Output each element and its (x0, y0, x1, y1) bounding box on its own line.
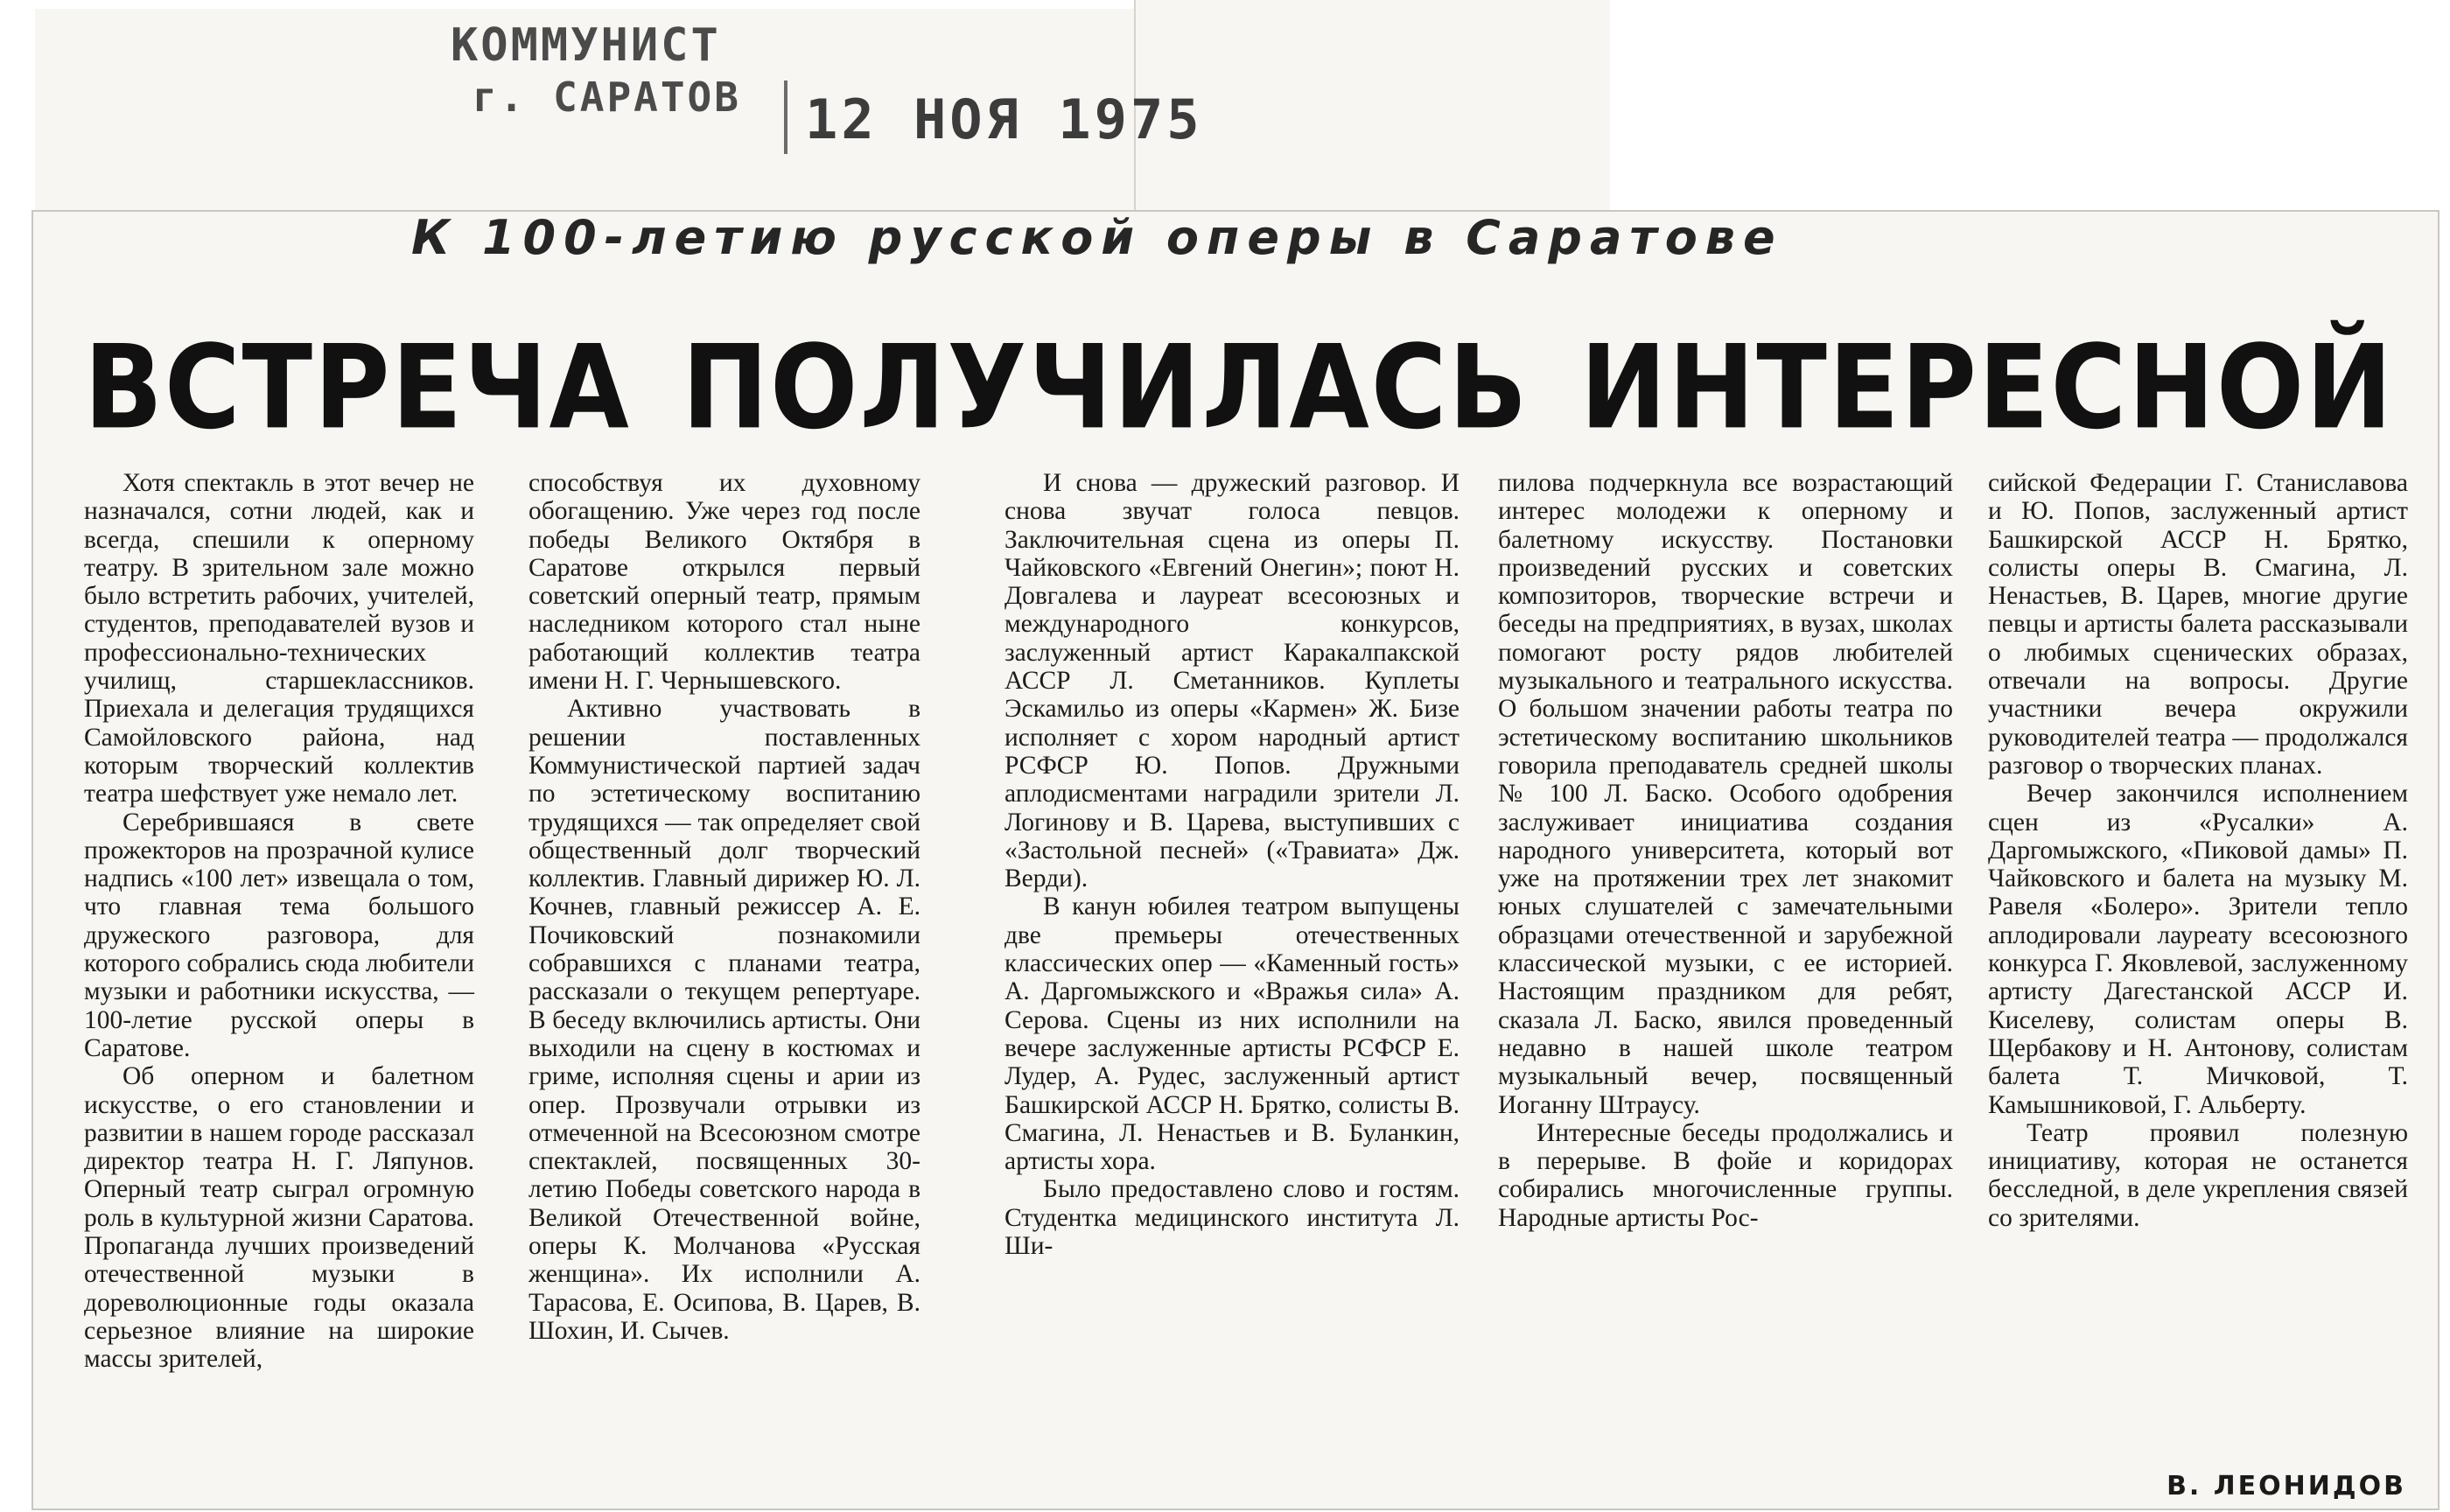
article-body (84, 469, 2408, 1502)
paragraph: Вечер закончился исполнением сцен из «Русалки» А. Даргомыжского, «Пиковой дамы» П. Чайковского и балета на музыку М. Равеля «Болеро». Зрители тепло аплодировали лауреату всесоюзного конкурса Г. Яковлевой, заслуженному артисту Дагестанской АССР И. Киселеву, солистам оперы В. Щербакову и Н. Антонову, солистам балета Т. Мичковой, Т. Камышниковой, Г. Альберту. (1988, 780, 2408, 1119)
paragraph: пилова подчеркнула все возрастающий интерес молодежи к оперному и балетному искусству. Постановки произведений русских и советских композиторов, творческие встречи и беседы на предприятиях, в вузах, школах помогают росту рядов любителей музыкального и театрального искусства. О большом значении работы театра по эстетическому воспитанию школьников говорила преподаватель средней школы № 100 Л. Баско. Особого одобрения заслуживает инициатива создания народного университета, который вот уже на протяжении трех лет знакомит юных слушателей с замечательными образцами отечественной и зарубежной классической музыки, с ее историей. Настоящим праздником для ребят, сказала Л. Баско, явился проведенный недавно в нашей школе театром музыкальный вечер, посвященный Иоганну Штраусу. (1498, 469, 1953, 1119)
headline: ВСТРЕЧА ПОЛУЧИЛАСЬ ИНТЕРЕСНОЙ (84, 319, 2394, 455)
article-column-3 (1004, 469, 1460, 1260)
stamp-date: 12 НОЯ 1975 (805, 88, 1203, 151)
paragraph: Было предоставлено слово и гостям. Студентка медицинского института Л. Ши- (1004, 1175, 1460, 1261)
paragraph: Хотя спектакль в этот вечер не назначался, сотни людей, как и всегда, спешили к оперному театру. В зрительном зале можно было встретить рабочих, учителей, студентов, преподавателей вузов и профессионально-технических училищ, старшеклассников. Приехала и делегация трудящихся Самойловского района, над которым творческий коллектив театра шефствует уже немало лет. (84, 469, 474, 808)
author-signature: В. ЛЕОНИДОВ (2166, 1471, 2406, 1502)
paragraph: И снова — дружеский разговор. И снова звучат голоса певцов. Заключительная сцена из оперы П. Чайковского «Евгений Онегин»; поют Н. Довгалева и лауреат всесоюзных и международного конкурсов, заслуженный артист Каракалпакской АССР Л. Сметанников. Куплеты Эскамильо из оперы «Кармен» Ж. Бизе исполняет с хором народный артист РСФСР Ю. Попов. Дружными аплодисментами наградили зрители Л. Логинову и В. Царева, выступивших с «Застольной песней» («Травиата» Дж. Верди). (1004, 469, 1460, 893)
paragraph: сийской Федерации Г. Станиславова и Ю. Попов, заслуженный артист Башкирской АССР Н. Брятко, солисты оперы В. Смагина, Л. Ненастьев, В. Царев, многие другие певцы и артисты балета рассказывали о любимых сценических образах, отвечали на вопросы. Другие участники вечера окружили руководителей театра — продолжался разговор о творческих планах. (1988, 469, 2408, 780)
stamp-city: г. САРАТОВ (472, 74, 741, 121)
paragraph: Театр проявил полезную инициативу, которая не останется бесследной, в деле укрепления связей со зрителями. (1988, 1118, 2408, 1232)
paragraph: В канун юбилея театром выпущены две премьеры отечественных классических опер — «Каменный гость» А. Даргомыжского и «Вражья сила» А. Серова. Сцены из них исполнили на вечере заслуженные артисты РСФСР Е. Лудер, А. Рудес, заслуженный артист Башкирской АССР Н. Брятко, солисты В. Смагина, Л. Ненастьев и В. Буланкин, артисты хора. (1004, 892, 1460, 1176)
article-column-4 (1498, 469, 1953, 1232)
article-column-1 (84, 469, 474, 1374)
article-column-2 (528, 469, 920, 1345)
paragraph: Активно участвовать в решении поставленных Коммунистической партией задач по эстетическому воспитанию трудящихся — так определяет свой общественный долг творческий коллектив. Главный дирижер Ю. Л. Кочнев, главный режиссер А. Е. Почиковский познакомили собравшихся с планами театра, рассказали о текущем репертуаре. В беседу включились артисты. Они выходили на сцену в костюмах и гриме, исполняя сцены и арии из опер. Прозвучали отрывки из отмеченной на Всесоюзном смотре спектаклей, посвященных 30-летию Победы советского народа в Великой Отечественной войне, оперы К. Молчанова «Русская женщина». Их исполнили А. Тарасова, Е. Осипова, В. Царев, В. Шохин, И. Сычев. (528, 695, 920, 1345)
paragraph: Об оперном и балетном искусстве, о его становлении и развитии в нашем городе рассказал директор театра Н. Г. Ляпунов. Оперный театр сыграл огромную роль в культурной жизни Саратова. Пропаганда лучших произведений отечественной музыки в дореволюционные годы оказала серьезное влияние на широкие массы зрителей, (84, 1062, 474, 1374)
paragraph: Интересные беседы продолжались и в перерыве. В фойе и коридорах собирались многочисленные группы. Народные артисты Рос- (1498, 1118, 1953, 1232)
stamp-newspaper-name: КОММУНИСТ (451, 19, 721, 72)
clipping-tab (1134, 0, 1610, 210)
paragraph: способствуя их духовному обогащению. Уже через год после победы Великого Октября в Саратове открылся первый советский оперный театр, прямым наследником которого стал ныне работающий коллектив театра имени Н. Г. Чернышевского. (528, 469, 920, 696)
section-kicker: К 100-летию русской оперы в Саратове (411, 210, 1783, 265)
paragraph: Серебрившаяся в свете прожекторов на прозрачной кулисе надпись «100 лет» извещала о том, что главная тема большого дружеского разговора, для которого собрались сюда любители музыки и работники искусства, — 100-летие русской оперы в Саратове. (84, 808, 474, 1062)
article-column-5 (1988, 469, 2408, 1232)
